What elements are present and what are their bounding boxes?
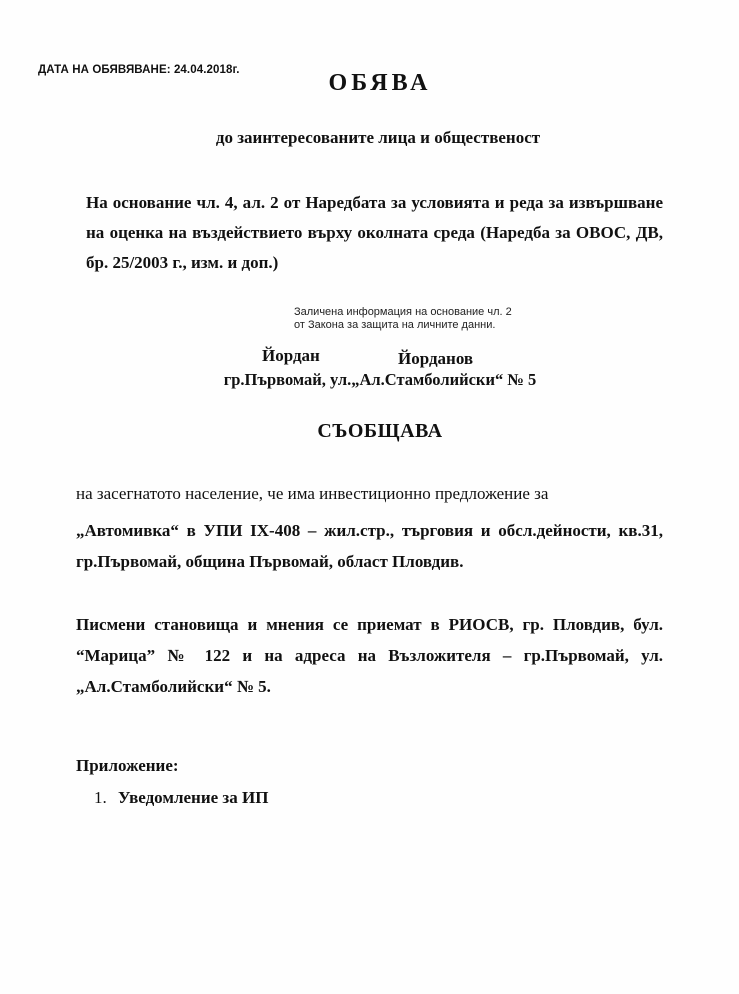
- attachment-item-text: Уведомление за ИП: [118, 788, 269, 807]
- announces-heading: СЪОБЩАВА: [317, 420, 443, 442]
- investment-proposal-text: „Автомивка“ в УПИ IX-408 – жил.стр., търговия и обсл.дейности, кв.31, гр.Първомай, община Първомай, област Пловдив.: [76, 521, 663, 571]
- notice-intro: на засегнатото население, че има инвестиционно предложение за: [76, 484, 549, 503]
- document-title: ОБЯВА: [328, 70, 432, 96]
- announcement-date: ДАТА НА ОБЯВЯВАНЕ: 24.04.2018г.: [38, 64, 240, 76]
- person-first-name: Йордан: [262, 346, 320, 365]
- redaction-note-line-1: Заличена информация на основание чл. 2: [294, 306, 512, 318]
- redaction-note: [294, 306, 512, 332]
- attachments-heading: Приложение:: [76, 756, 179, 775]
- redaction-note-line-2: от Закона за защита на личните данни.: [294, 319, 496, 331]
- document-subtitle: до заинтересованите лица и общественост: [215, 128, 541, 147]
- attachment-item-number: 1.: [94, 788, 107, 807]
- legal-basis-paragraph: На основание чл. 4, ал. 2 от Наредбата за условията и реда за извършване на оценка на въздействието върху околната среда (Наредба за ОВОС, ДВ, бр. 25/2003 г., изм. и доп.): [86, 193, 663, 272]
- person-address: гр.Първомай, ул.„Ал.Стамболийски“ № 5: [223, 370, 537, 389]
- person-last-name: Йорданов: [398, 349, 474, 368]
- opinions-paragraph: Писмени становища и мнения се приемат в РИОСВ, гр. Пловдив, бул. “Марица” № 122 и на адреса на Възложителя – гр.Първомай, ул.„Ал.Стамболийски“ № 5.: [76, 615, 663, 696]
